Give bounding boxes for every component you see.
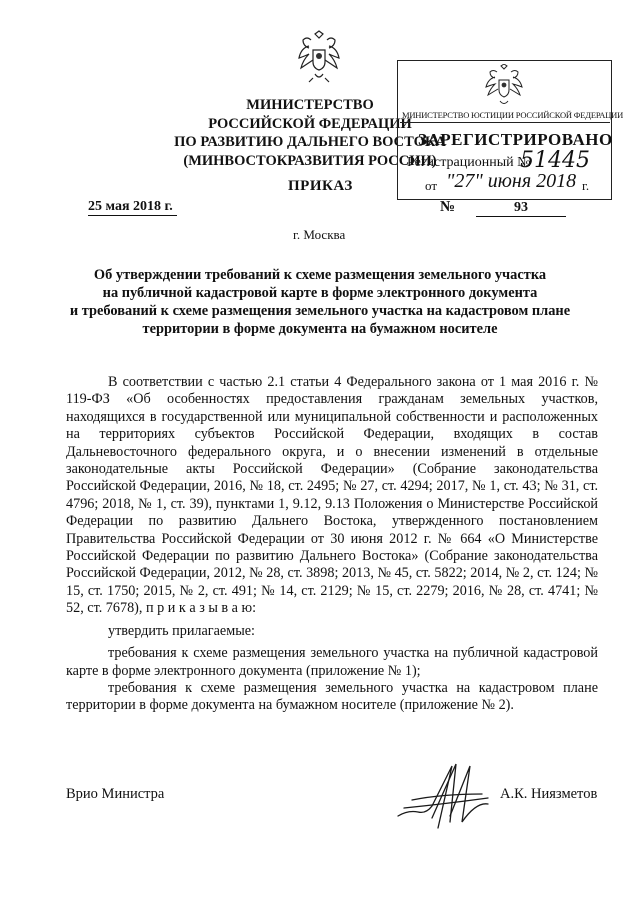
signatory-name: А.К. Ниязметов (500, 786, 598, 802)
ministry-line: МИНИСТЕРСТВО (246, 97, 374, 113)
stamp-ministry: МИНИСТЕРСТВО ЮСТИЦИИ РОССИЙСКОЙ ФЕДЕРАЦИИ (402, 110, 624, 120)
document-title (60, 266, 580, 338)
ministry-line: (МИНВОСТОКРАЗВИТИЯ РОССИИ) (183, 152, 437, 169)
requirement-item: требования к схеме размещения земельного участка на кадастровом плане территории в форме документа на бумажном носителе (приложение № 2). (66, 679, 598, 714)
handwritten-signature (392, 756, 502, 832)
ministry-line: ПО РАЗВИТИЮ ДАЛЬНЕГО ВОСТОКА (174, 134, 446, 150)
document-body (66, 374, 598, 715)
approve-paragraph: утвердить прилагаемые: (108, 622, 255, 639)
stamp-divider (400, 122, 610, 123)
ministry-line: РОССИЙСКОЙ ФЕДЕРАЦИИ (208, 115, 412, 132)
stamp-date-label: от (425, 178, 438, 193)
title-line: территории в форме документа на бумажном носителе (142, 321, 498, 337)
stamp-regnum: 51445 (520, 148, 590, 173)
document-type: ПРИКАЗ (288, 178, 353, 194)
stamp-date: "27" июня 2018 (446, 170, 577, 192)
title-line: на публичной кадастровой карте в форме электронного документа (102, 285, 538, 301)
title-line: Об утверждении требований к схеме размещения земельного участка (93, 267, 547, 283)
preamble-paragraph: В соответствии с частью 2.1 статьи 4 Федерального закона от 1 мая 2016 г. № 119-ФЗ «Об особенностях предоставления гражданам земельных участков, находящихся в государственной или муниципальной собственности и расположенных на территориях субъектов Российской Федерации, входящих в состав Дальневосточного федерального округа, и о внесении изменений в отдельные законодательные акты Российской Федерации» (Собрание законодательства Российской Федерации, 2016, № 18, ст. 2495; № 27, ст. 4294; 2017, № 1, ст. 43; № 31, ст. 4796; 2018, № 1, ст. 39), пунктами 1, 9.12, 9.13 Положения о Министерстве Российской Федерации по развитию Дальнего Востока, утвержденного постановлением Правительства Российской Федерации от 30 июня 2012 г. № 664 «О Министерстве Российской Федерации по развитию Дальнего Востока» (Собрание законодательства Российской Федерации, 2012, № 28, ст. 3898; 2013, № 45, ст. 5822; 2014, № 2, ст. 124; № 15, ст. 1750; 2015, № 2, ст. 491; № 14, ст. 2129; № 15, ст. 2279; 2016, № 28, ст. 4741; № 52, ст. 7678), п р и к а з ы в а ю: (66, 374, 598, 617)
city: г. Москва (293, 227, 346, 242)
number-label: № (440, 199, 456, 215)
document-date: 25 мая 2018 г. (88, 199, 177, 216)
signatory-position: Врио Министра (66, 786, 165, 802)
requirement-item: требования к схеме размещения земельного участка на публичной кадастровой карте в форме электронного документа (приложение № 1); (66, 645, 598, 679)
stamp-status: ЗАРЕГИСТРИРОВАНО (418, 130, 613, 149)
document-number: 93 (476, 200, 566, 217)
stamp-coat-of-arms-icon (485, 64, 523, 108)
title-line: и требований к схеме размещения земельного участка на кадастровом плане (69, 303, 571, 319)
coat-of-arms-icon (297, 30, 341, 84)
stamp-year-suffix: г. (582, 178, 590, 193)
stamp-regnum-label: Регистрационный № (407, 155, 531, 170)
